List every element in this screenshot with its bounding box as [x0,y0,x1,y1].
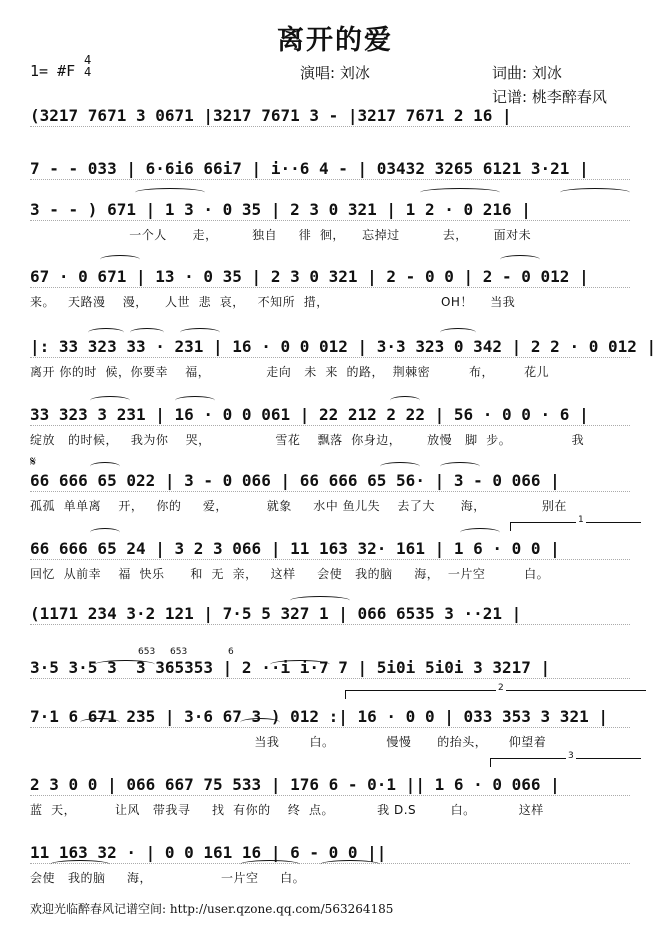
slur-mark [460,528,500,537]
time-signature-bottom: 4 [84,65,92,79]
composer-credit: 词曲: 刘冰 [492,64,562,82]
score-row-notes: (1171 234 3·2 121 | 7·5 5 327 1 | 066 6535 3 ··21 | [30,604,522,623]
beam-line [30,220,630,221]
score-row-notes: 66 666 65 24 | 3 2 3 066 | 11 163 32· 161 | 1 6 · 0 0 | [30,539,560,558]
tuplet-label: 6 [228,647,234,657]
score-row-lyrics: 会使 我的脑 海， 一片空 白。 [30,871,306,885]
singer-credit: 演唱: 刘冰 [300,64,370,82]
slur-mark [440,328,476,337]
slur-mark [500,255,540,264]
score-row-notes: 3 - - ) 671 | 1 3 · 0 35 | 2 3 0 321 | 1 2 · 0 216 | [30,200,531,219]
score-row-lyrics: 回忆 从前幸 福 快乐 和 无 亲， 这样 会使 我的脑 海， 一片空 白。 [30,567,550,581]
beam-line [30,126,630,127]
beam-line [30,624,630,625]
slur-mark [95,660,155,669]
score-row-notes: |: 33 323 33 · 231 | 16 · 0 0 012 | 3·3 323 0 342 | 2 2 · 0 012 | [30,337,657,356]
volta-bracket [490,751,641,767]
volta-bracket [345,683,646,699]
score-row-notes: 3·5 3·5 3 3 365353 | 2 ··i i·7 7 | 5i0i 5i0i 3 3217 | [30,658,551,677]
score-row-lyrics: 当我 白。 慢慢 的抬头， 仰望着 [30,735,547,749]
time-signature [84,54,91,78]
score-row-notes: 11 163 32 · | 0 0 161 16 | 6 - 0 0 || [30,843,387,862]
beam-line [30,491,630,492]
beam-line [30,559,630,560]
transcriber-credit: 记谱: 桃李醉春风 [492,88,607,106]
score-row-lyrics: 一个人 走， 独自 徘 徊， 忘掉过 去， 面对未 [30,228,532,242]
time-signature-top: 4 [84,53,92,67]
volta-bracket [510,515,641,531]
score-row-lyrics: 孤孤 单单离 开， 你的 爱， 就象 水中 鱼儿失 去了大 海， 别在 [30,499,567,513]
slur-mark [80,718,120,727]
score-row-lyrics: 离开 你的时 候，你要幸 福， 走向 未 来 的路， 荆棘密 布， 花儿 [30,365,550,379]
slur-mark [270,660,330,669]
segno-sign: 𝄋 [30,454,37,470]
score-row-notes: 66 666 65 022 | 3 - 0 066 | 66 666 65 56· | 3 - 0 066 | [30,471,560,490]
slur-mark [320,860,380,869]
key-signature: 1= #F [30,62,76,80]
beam-line [30,287,630,288]
beam-line [30,425,630,426]
score-row-notes: (3217 7671 3 0671 |3217 7671 3 - |3217 7671 2 16 | [30,106,512,125]
score-row-notes: 7 - - 033 | 6·6i6 66i7 | i··6 4 - | 03432 3265 6121 3·21 | [30,159,589,178]
beam-line [30,727,630,728]
footer-link-text: 欢迎光临醉春风记谱空间: http://user.qzone.qq.com/563264185 [30,902,394,916]
beam-line [30,795,630,796]
beam-line [30,179,630,180]
slur-mark [90,396,130,405]
volta-label: 2 [498,683,504,693]
score-row-notes: 33 323 3 231 | 16 · 0 0 061 | 22 212 2 22 | 56 · 0 0 · 6 | [30,405,589,424]
beam-line [30,678,630,679]
slur-mark [290,596,350,605]
score-row-notes: 67 · 0 671 | 13 · 0 35 | 2 3 0 321 | 2 - 0 0 | 2 - 0 012 | [30,267,589,286]
slur-mark [90,462,120,471]
slur-mark [560,188,630,197]
page-title: 离开的爱 [277,25,393,56]
slur-mark [180,328,220,337]
slur-mark [130,328,164,337]
score-row-lyrics: 蓝 天， 让风 带我寻 找 有你的 终 点。 我 D.S 白。 这样 [30,803,544,817]
volta-label: 3 [568,751,574,761]
slur-mark [240,718,280,727]
slur-mark [50,860,110,869]
slur-mark [440,462,480,471]
score-row-notes: 7·1 6 671 235 | 3·6 67 3 ) 012 :| 16 · 0 0 | 033 353 3 321 | [30,707,608,726]
volta-label: 1 [578,515,584,525]
slur-mark [420,188,500,197]
beam-line [30,357,630,358]
slur-mark [390,396,420,405]
score-row-lyrics: 来。 天路漫 漫， 人世 悲 哀， 不知所 措， OH！ 当我 [30,295,516,309]
slur-mark [90,528,120,537]
slur-mark [240,860,300,869]
slur-mark [135,188,205,197]
tuplet-label: 653 [170,647,188,657]
slur-mark [175,396,215,405]
slur-mark [380,462,420,471]
score-row-lyrics: 绽放 的时候， 我为你 哭， 雪花 飘落 你身边， 放慢 脚 步。 我 [30,433,585,447]
slur-mark [88,328,124,337]
tuplet-label: 653 [138,647,156,657]
slur-mark [100,255,140,264]
score-row-notes: 2 3 0 0 | 066 667 75 533 | 176 6 - 0·1 || 1 6 · 0 066 | [30,775,560,794]
